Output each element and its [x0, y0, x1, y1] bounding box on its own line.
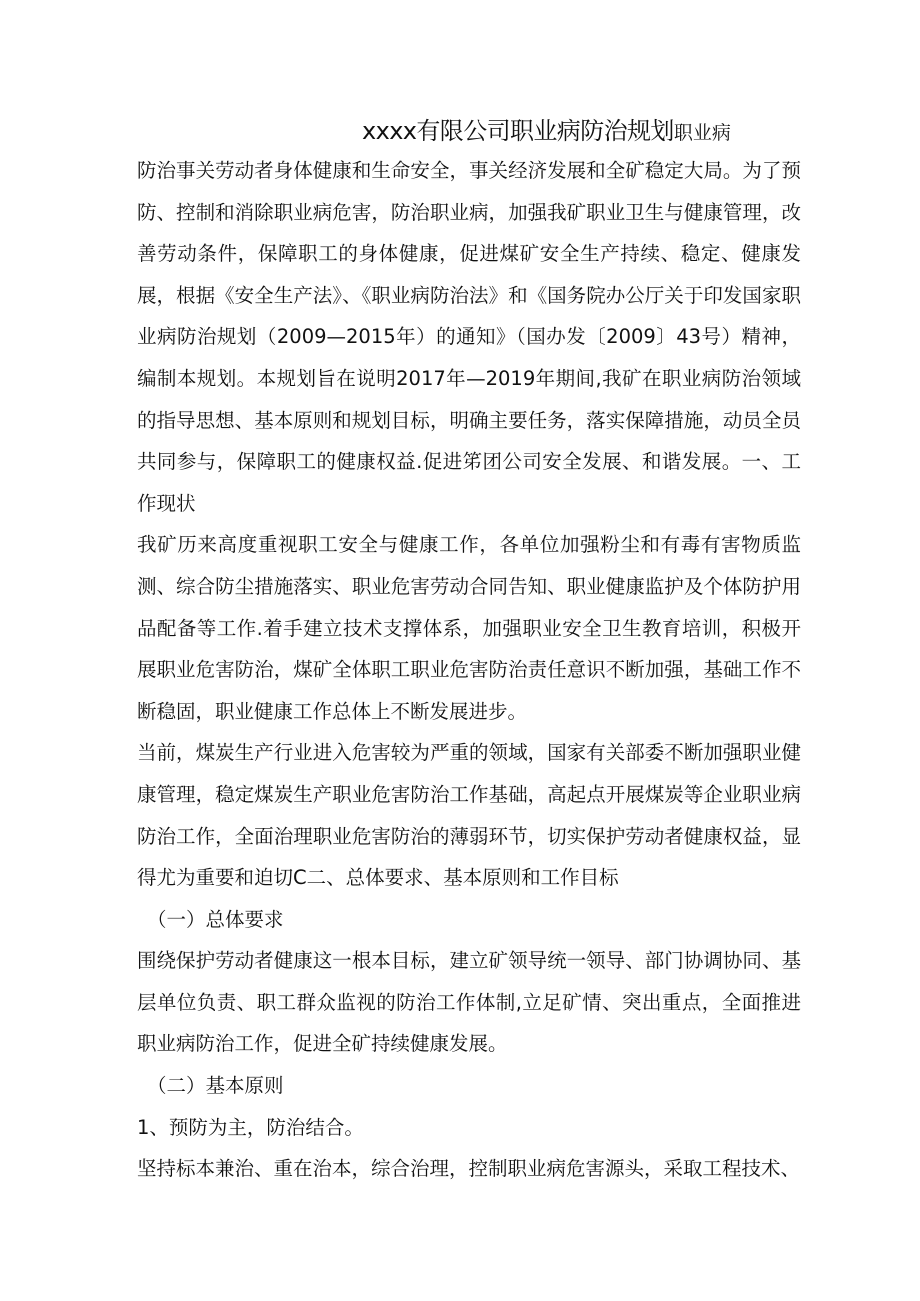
paragraph-current-status: 我矿历来高度重视职工安全与健康工作，各单位加强粉尘和有毒有害物质监测、综合防尘措施落实、职业危害劳动合同告知、职业健康监护及个体防护用品配备等工作.着手建立技术支撑体系，加强职业安全卫生教育培训，积极开展职业危害防治，煤矿全体职工职业危害防治责任意识不断加强，基础工作不断稳固，职业健康工作总体上不断发展进步。 — [137, 533, 801, 723]
paragraph-general-requirements: 围绕保护劳动者健康这一根本目标，建立矿领导统一领导、部门协调协同、基层单位负责、职工群众监视的防治工作体制,立足矿情、突出重点，全面推进职业病防治工作，促进全矿持续健康发展。 — [137, 949, 801, 1056]
paragraph-situation: 当前，煤炭生产行业进入危害较为严重的领域，国家有关部委不断加强职业健康管理，稳定煤炭生产职业危害防治工作基础，高起点开展煤炭等企业职业病防治工作，全面治理职业危害防治的薄弱环节，切实保护劳动者健康权益，显得尤为重要和迫切C二、总体要求、基本原则和工作目标 — [137, 741, 801, 890]
paragraph-principle-1: 坚持标本兼治、重在治本，综合治理，控制职业病危害源头，采取工程技术、 — [137, 1157, 801, 1181]
paragraph-intro: 防治事关劳动者身体健康和生命安全，事关经济发展和全矿稳定大局。为了预防、控制和消除职业病危害，防治职业病，加强我矿职业卫生与健康管理，改善劳动条件，保障职工的身体健康，促进煤矿安全生产持续、稳定、健康发展，根据《安全生产法》、《职业病防治法》和《国务院办公厅关于印发国家职业病防治规划（2009—2015年）的通知》（国办发〔2009〕43号）精神，编制本规划。本规划旨在说明2017年—2019年期间,我矿在职业病防治领域的指导思想、基本原则和规划目标，明确主要任务，落实保障措施，动员全员共同参与，保障职工的健康权益.促进笫团公司安全发展、和谐发展。一、工作现状 — [137, 159, 801, 515]
title-main: xxxx有限公司职业病防治规划 — [362, 117, 674, 145]
document-body — [137, 150, 801, 1190]
title-tail: 职业病 — [673, 122, 731, 144]
section-heading-basic-principles: （二）基本原则 — [147, 1074, 284, 1098]
document-title — [362, 108, 731, 153]
section-heading-general-requirements: （一）总体要求 — [147, 907, 284, 931]
principle-heading-1: 1、预防为主，防治结合。 — [137, 1115, 364, 1139]
